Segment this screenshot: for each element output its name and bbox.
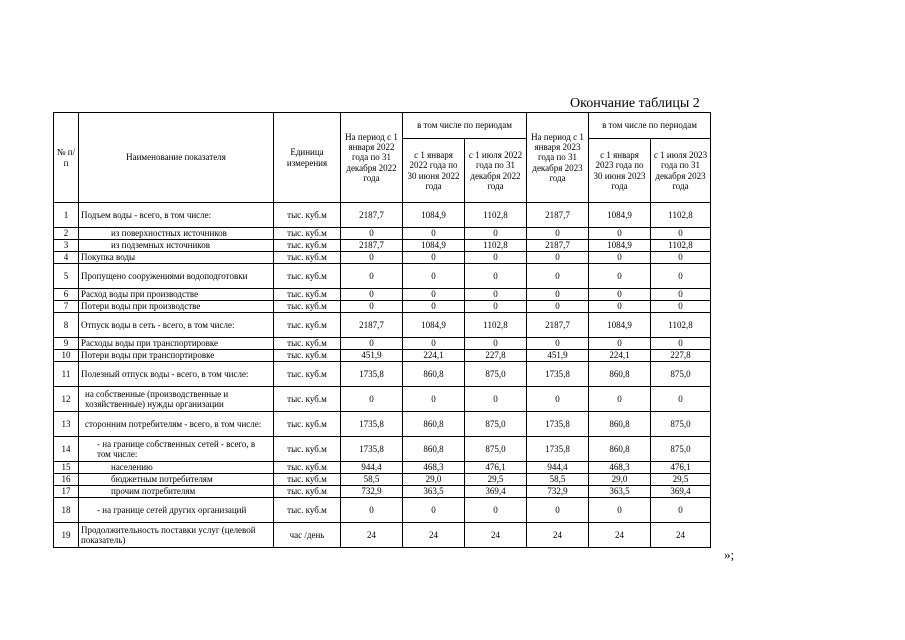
row-number: 16 (54, 474, 79, 486)
value-cell: 1084,9 (403, 203, 465, 228)
value-cell: 29,0 (589, 474, 651, 486)
value-cell: 0 (589, 387, 651, 412)
value-cell: 1102,8 (651, 240, 711, 252)
value-cell: 0 (589, 498, 651, 523)
value-cell: 732,9 (341, 486, 403, 498)
table-row (54, 462, 711, 474)
table-row (54, 523, 711, 548)
table-row (54, 203, 711, 228)
value-cell: 24 (651, 523, 711, 548)
row-number: 12 (54, 387, 79, 412)
value-cell: 0 (651, 338, 711, 350)
unit-cell: тыс. куб.м (274, 362, 341, 387)
value-cell: 0 (527, 498, 589, 523)
table-row (54, 228, 711, 240)
value-cell: 0 (527, 387, 589, 412)
value-cell: 944,4 (527, 462, 589, 474)
value-cell: 875,0 (465, 362, 527, 387)
value-cell: 0 (589, 301, 651, 313)
row-number: 5 (54, 264, 79, 289)
value-cell: 227,8 (651, 350, 711, 362)
value-cell: 1735,8 (341, 437, 403, 462)
table-row (54, 252, 711, 264)
value-cell: 1084,9 (589, 240, 651, 252)
table-row (54, 301, 711, 313)
value-cell: 24 (589, 523, 651, 548)
indicator-name: - на границе сетей других организаций (79, 498, 274, 523)
unit-cell: тыс. куб.м (274, 301, 341, 313)
row-number: 9 (54, 338, 79, 350)
value-cell: 0 (527, 301, 589, 313)
value-cell: 363,5 (589, 486, 651, 498)
indicator-name: прочим потребителям (79, 486, 274, 498)
value-cell: 58,5 (527, 474, 589, 486)
value-cell: 875,0 (651, 362, 711, 387)
value-cell: 29,5 (651, 474, 711, 486)
indicator-name: Полезный отпуск воды - всего, в том числе: (79, 362, 274, 387)
value-cell: 24 (403, 523, 465, 548)
value-cell: 29,0 (403, 474, 465, 486)
value-cell: 0 (465, 228, 527, 240)
table-row (54, 498, 711, 523)
header-h1-2023: с 1 января 2023 года по 30 июня 2023 года (589, 139, 651, 203)
row-number: 17 (54, 486, 79, 498)
table-body (54, 203, 711, 548)
row-number: 18 (54, 498, 79, 523)
value-cell: 0 (403, 338, 465, 350)
value-cell: 24 (527, 523, 589, 548)
value-cell: 0 (465, 252, 527, 264)
value-cell: 0 (589, 228, 651, 240)
indicator-name: из поверхностных источников (79, 228, 274, 240)
row-number: 19 (54, 523, 79, 548)
unit-cell: тыс. куб.м (274, 437, 341, 462)
value-cell: 0 (403, 289, 465, 301)
value-cell: 860,8 (403, 362, 465, 387)
indicator-name: Пропущено сооружениями водоподготовки (79, 264, 274, 289)
value-cell: 0 (589, 252, 651, 264)
value-cell: 875,0 (651, 412, 711, 437)
value-cell: 0 (341, 264, 403, 289)
value-cell: 1102,8 (465, 240, 527, 252)
value-cell: 0 (465, 338, 527, 350)
value-cell: 2187,7 (341, 240, 403, 252)
indicator-name: Потери воды при транспортировке (79, 350, 274, 362)
value-cell: 1084,9 (589, 203, 651, 228)
value-cell: 224,1 (403, 350, 465, 362)
row-number: 13 (54, 412, 79, 437)
value-cell: 0 (465, 264, 527, 289)
unit-cell: тыс. куб.м (274, 264, 341, 289)
indicator-name: из подземных источников (79, 240, 274, 252)
row-number: 3 (54, 240, 79, 252)
indicator-name: сторонним потребителям - всего, в том числе: (79, 412, 274, 437)
value-cell: 0 (465, 498, 527, 523)
value-cell: 468,3 (589, 462, 651, 474)
value-cell: 1735,8 (527, 437, 589, 462)
table-row (54, 264, 711, 289)
indicator-name: населению (79, 462, 274, 474)
value-cell: 0 (527, 338, 589, 350)
value-cell: 875,0 (465, 437, 527, 462)
value-cell: 369,4 (465, 486, 527, 498)
value-cell: 2187,7 (341, 203, 403, 228)
value-cell: 58,5 (341, 474, 403, 486)
value-cell: 24 (465, 523, 527, 548)
unit-cell: тыс. куб.м (274, 486, 341, 498)
row-number: 11 (54, 362, 79, 387)
indicator-name: Расходы воды при транспортировке (79, 338, 274, 350)
unit-cell: тыс. куб.м (274, 240, 341, 252)
value-cell: 0 (651, 228, 711, 240)
value-cell: 476,1 (465, 462, 527, 474)
value-cell: 0 (651, 498, 711, 523)
value-cell: 0 (589, 338, 651, 350)
value-cell: 0 (651, 301, 711, 313)
value-cell: 363,5 (403, 486, 465, 498)
value-cell: 860,8 (403, 412, 465, 437)
value-cell: 2187,7 (527, 203, 589, 228)
value-cell: 0 (589, 289, 651, 301)
table-row (54, 313, 711, 338)
value-cell: 468,3 (403, 462, 465, 474)
value-cell: 0 (651, 387, 711, 412)
unit-cell: тыс. куб.м (274, 252, 341, 264)
value-cell: 0 (403, 387, 465, 412)
value-cell: 0 (403, 228, 465, 240)
value-cell: 24 (341, 523, 403, 548)
header-subperiods-2022: в том числе по периодам (403, 113, 527, 139)
value-cell: 0 (341, 498, 403, 523)
row-number: 4 (54, 252, 79, 264)
unit-cell: тыс. куб.м (274, 412, 341, 437)
unit-cell: тыс. куб.м (274, 474, 341, 486)
table-row (54, 350, 711, 362)
indicator-name: на собственные (производственные и хозяйственные) нужды организации (79, 387, 274, 412)
value-cell: 29,5 (465, 474, 527, 486)
value-cell: 0 (341, 228, 403, 240)
table-row (54, 437, 711, 462)
value-cell: 875,0 (651, 437, 711, 462)
value-cell: 1735,8 (341, 412, 403, 437)
value-cell: 0 (527, 228, 589, 240)
value-cell: 1084,9 (589, 313, 651, 338)
header-name: Наименование показателя (79, 113, 274, 203)
indicator-name: Подъем воды - всего, в том числе: (79, 203, 274, 228)
indicator-name: - на границе собственных сетей - всего, в том числе: (79, 437, 274, 462)
value-cell: 1102,8 (465, 203, 527, 228)
header-h2-2022: с 1 июля 2022 года по 31 декабря 2022 года (465, 139, 527, 203)
value-cell: 1735,8 (527, 362, 589, 387)
value-cell: 2187,7 (527, 240, 589, 252)
unit-cell: тыс. куб.м (274, 228, 341, 240)
value-cell: 0 (589, 264, 651, 289)
unit-cell: тыс. куб.м (274, 338, 341, 350)
value-cell: 224,1 (589, 350, 651, 362)
unit-cell: тыс. куб.м (274, 350, 341, 362)
table-row (54, 338, 711, 350)
indicator-name: бюджетным потребителям (79, 474, 274, 486)
value-cell: 0 (403, 264, 465, 289)
row-number: 6 (54, 289, 79, 301)
value-cell: 451,9 (341, 350, 403, 362)
value-cell: 1735,8 (341, 362, 403, 387)
value-cell: 0 (403, 498, 465, 523)
value-cell: 0 (465, 289, 527, 301)
indicator-name: Продолжительность поставки услуг (целевой показатель) (79, 523, 274, 548)
value-cell: 1102,8 (465, 313, 527, 338)
unit-cell: тыс. куб.м (274, 289, 341, 301)
table-row (54, 240, 711, 252)
value-cell: 0 (403, 252, 465, 264)
unit-cell: тыс. куб.м (274, 313, 341, 338)
indicators-table (53, 112, 711, 548)
value-cell: 0 (341, 289, 403, 301)
row-number: 7 (54, 301, 79, 313)
indicator-name: Отпуск воды в сеть - всего, в том числе: (79, 313, 274, 338)
row-number: 15 (54, 462, 79, 474)
header-h2-2023: с 1 июля 2023 года по 31 декабря 2023 года (651, 139, 711, 203)
value-cell: 1102,8 (651, 203, 711, 228)
table-row (54, 362, 711, 387)
value-cell: 732,9 (527, 486, 589, 498)
value-cell: 1735,8 (527, 412, 589, 437)
table-caption: Окончание таблицы 2 (570, 96, 700, 111)
header-period-2022: На период с 1 января 2022 года по 31 декабря 2022 года (341, 113, 403, 203)
value-cell: 1084,9 (403, 313, 465, 338)
header-unit: Единица измерения (274, 113, 341, 203)
value-cell: 0 (465, 301, 527, 313)
value-cell: 1102,8 (651, 313, 711, 338)
value-cell: 0 (341, 301, 403, 313)
value-cell: 944,4 (341, 462, 403, 474)
unit-cell: тыс. куб.м (274, 387, 341, 412)
unit-cell: тыс. куб.м (274, 203, 341, 228)
value-cell: 0 (527, 289, 589, 301)
value-cell: 2187,7 (527, 313, 589, 338)
unit-cell: час /день (274, 523, 341, 548)
row-number: 14 (54, 437, 79, 462)
table-row (54, 289, 711, 301)
value-cell: 227,8 (465, 350, 527, 362)
table-row (54, 387, 711, 412)
value-cell: 369,4 (651, 486, 711, 498)
header-subperiods-2023: в том числе по периодам (589, 113, 711, 139)
value-cell: 0 (341, 252, 403, 264)
row-number: 8 (54, 313, 79, 338)
value-cell: 451,9 (527, 350, 589, 362)
value-cell: 0 (651, 252, 711, 264)
table-row (54, 486, 711, 498)
header-num: № п/п (54, 113, 79, 203)
indicator-name: Покупка воды (79, 252, 274, 264)
row-number: 1 (54, 203, 79, 228)
value-cell: 0 (527, 264, 589, 289)
header-h1-2022: с 1 января 2022 года по 30 июня 2022 года (403, 139, 465, 203)
closing-quote: »; (724, 547, 735, 562)
value-cell: 0 (651, 264, 711, 289)
unit-cell: тыс. куб.м (274, 462, 341, 474)
value-cell: 2187,7 (341, 313, 403, 338)
value-cell: 860,8 (589, 412, 651, 437)
indicator-name: Потери воды при производстве (79, 301, 274, 313)
value-cell: 476,1 (651, 462, 711, 474)
value-cell: 875,0 (465, 412, 527, 437)
value-cell: 0 (527, 252, 589, 264)
value-cell: 0 (465, 387, 527, 412)
value-cell: 0 (341, 387, 403, 412)
table-row (54, 474, 711, 486)
header-period-2023: На период с 1 января 2023 года по 31 декабря 2023 года (527, 113, 589, 203)
value-cell: 0 (651, 289, 711, 301)
indicator-name: Расход воды при производстве (79, 289, 274, 301)
unit-cell: тыс. куб.м (274, 498, 341, 523)
table-row (54, 412, 711, 437)
row-number: 10 (54, 350, 79, 362)
value-cell: 860,8 (403, 437, 465, 462)
row-number: 2 (54, 228, 79, 240)
value-cell: 0 (403, 301, 465, 313)
value-cell: 860,8 (589, 362, 651, 387)
value-cell: 0 (341, 338, 403, 350)
value-cell: 860,8 (589, 437, 651, 462)
value-cell: 1084,9 (403, 240, 465, 252)
